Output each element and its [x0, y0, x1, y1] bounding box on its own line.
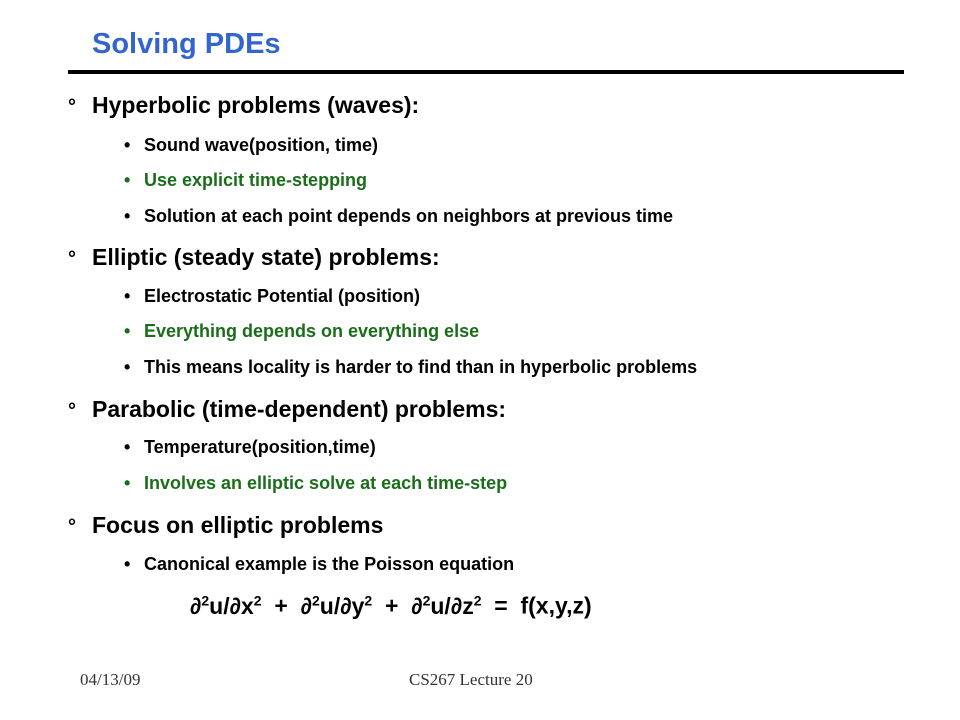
footer-course: CS267 Lecture 20 — [409, 670, 533, 689]
section-marker: ° — [68, 96, 76, 118]
bullet-dot: • — [124, 554, 131, 574]
bullet-text: Electrostatic Potential (position) — [144, 286, 421, 306]
title-divider — [68, 70, 904, 74]
bullet-dot: • — [124, 206, 131, 226]
footer-date: 04/13/09 — [80, 670, 141, 689]
bullet-item — [124, 357, 697, 378]
equation-term-x: $\partial^2u/\partial x^2$ — [190, 592, 262, 619]
bullet-dot: • — [124, 135, 131, 155]
section-heading-text: Focus on elliptic problems — [92, 512, 384, 538]
bullet-item — [124, 321, 479, 342]
bullet-dot: • — [124, 321, 131, 341]
section-marker: ° — [68, 400, 76, 422]
bullet-item — [124, 286, 420, 307]
bullet-dot: • — [124, 286, 131, 306]
section-heading-parabolic — [68, 396, 506, 423]
bullet-text: This means locality is harder to find than in hyperbolic problems — [144, 357, 698, 377]
bullet-item — [124, 554, 514, 575]
bullet-item — [124, 170, 367, 191]
section-heading-text: Elliptic (steady state) problems: — [92, 244, 440, 270]
bullet-dot: • — [124, 437, 131, 457]
bullet-dot: • — [124, 170, 131, 190]
bullet-item — [124, 473, 507, 494]
plus-sign: + — [384, 592, 399, 619]
equals-sign: = — [494, 592, 508, 619]
bullet-text: Sound wave(position, time) — [144, 135, 379, 155]
bullet-item — [124, 206, 673, 227]
section-heading-text: Hyperbolic problems (waves): — [92, 92, 420, 118]
bullet-dot: • — [124, 357, 131, 377]
poisson-equation — [190, 592, 592, 620]
equation-rhs: f(x,y,z) — [520, 592, 592, 619]
equation-term-y: $\partial^2u/\partial y^2$ — [300, 592, 373, 619]
section-heading-elliptic — [68, 244, 440, 271]
bullet-item — [124, 437, 376, 458]
bullet-text: Involves an elliptic solve at each time-step — [144, 473, 508, 493]
bullet-text: Canonical example is the Poisson equation — [144, 554, 515, 574]
plus-sign: + — [274, 592, 288, 619]
section-marker: ° — [68, 248, 76, 270]
bullet-item — [124, 135, 378, 156]
slide-title: Solving PDEs — [92, 28, 281, 60]
equation-term-z: $\partial^2u/\partial z^2$ — [411, 592, 482, 619]
bullet-text: Use explicit time-stepping — [144, 170, 368, 190]
section-heading-focus — [68, 512, 383, 539]
bullet-dot: • — [124, 473, 131, 493]
section-heading-text: Parabolic (time-dependent) problems: — [92, 396, 507, 422]
bullet-text: Everything depends on everything else — [144, 321, 480, 341]
section-heading-hyperbolic — [68, 92, 419, 119]
section-marker: ° — [68, 516, 76, 538]
bullet-text: Temperature(position,time) — [144, 437, 376, 457]
bullet-text: Solution at each point depends on neighbors at previous time — [144, 206, 674, 226]
